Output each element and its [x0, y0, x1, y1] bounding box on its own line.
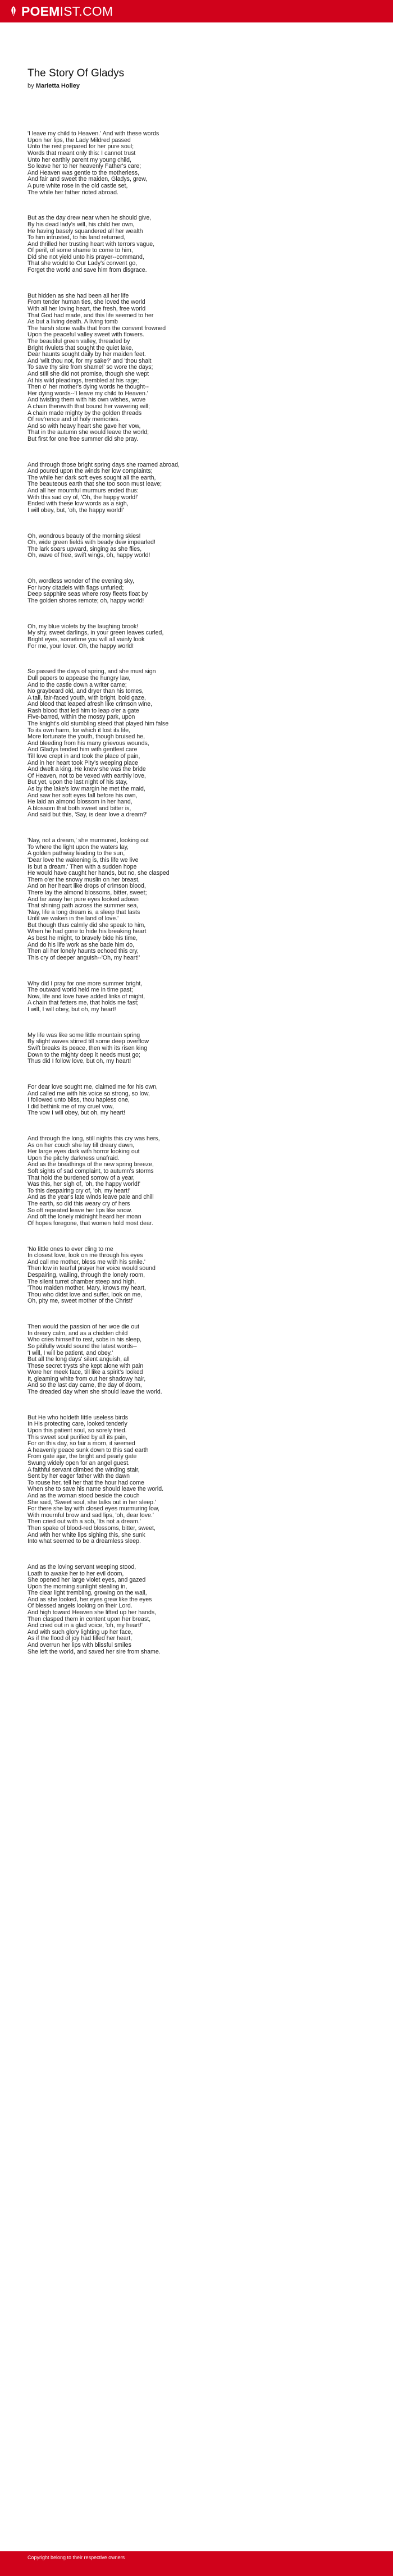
- stanza-9: 'Nay, not a dream,' she murmured, looking out To where the light upon the waters lay, A golden pathway leading to the sun, 'Dear love the wakening is, this life we live Is but a dream.' Then with a sudden hope He would have caught her hands, but no, she clasped Them o'er the snowy muslin on her breast, And on her heart like drops of crimson blood, There lay the almond blossoms, bitter, sweet; And far away her pure eyes looked adown That shining path across the summer sea, 'Nay, life a long dream is, a sleep that lasts Until we waken in the land of love.' But though thus calmly did she speak to him, When he had gone to hide his breaking heart As best he might, to bravely bide his time, And do his life work as she bade him do, Then all her lonely haunts echoed this cry, This cry of deeper anguish--'Oh, my heart!': [28, 837, 170, 961]
- stanza-2: But as the day drew near when he should give, By his dead lady's will, his child her own, He having basely squandered all her wealth To him intrusted, to his land returned, And thrilled her trusting heart with terrors vague, Of peril, of some shame to come to him, Did she not yield unto his prayer--command, That she would to Our Lady's convent go, Forget the world and save him from disgrace.: [28, 214, 155, 274]
- author-name[interactable]: Marietta Holley: [35, 83, 80, 89]
- stanza-11: My life was like some little mountain spring By slight waves stirred till some deep overflow Swift breaks its peace, then with its risen king Down to the mighty deep it needs must go; Thus did I follow love, but oh, my heart!: [28, 1031, 149, 1065]
- by-label: by: [28, 83, 34, 89]
- stanza-16: But He who holdeth little useless birds In His protecting care, looked tenderly Upon this patient soul, so sorely tried. This sweet soul purified by all its pain, For on this day, so fair a morn, it seemed A heavenly peace sunk down to this sad earth From gate ajar, the bright and pearly gate Swung widely open for an angel guest. A faithful servant climbed the winding stair, Sent by her eager father with the dawn To rouse her, tell her that the hour had come When she to save his name should leave the world. And as the woman stood beside the couch She said, 'Sweet soul, she talks out in her sleep.' For there she lay with closed eyes murmuring low, With mournful brow and sad lips, 'oh, dear love.' Then cried out with a sob, 'Its not a dream.' Then spake of blood-red blossoms, bitter, sweet, And with her white lips sighing this, she sunk Into what seemed to be a dreamless sleep.: [28, 1414, 164, 1545]
- quill-icon: [9, 6, 18, 17]
- stanza-4: And through those bright spring days she roamed abroad, And poured upon the winds her low complaints; The while her dark soft eyes sought all the earth, The beauteous earth that she too soon must leave; And all her mournful murmurs ended thus: With this sad cry of, 'Oh, the happy world!' Ended with these low words as a sigh, I will obey, but, 'oh, the happy world!': [28, 461, 180, 514]
- stanza-12: For dear love sought me, claimed me for his own, And called me with his voice so strong, so low, I followed unto bliss, thou hapless one, I did bethink me of my cruel vow, The vow I will obey, but oh, my heart!: [28, 1083, 158, 1117]
- logo-text: POEMIST.COM: [21, 4, 113, 19]
- copyright-text: Copyright belong to their respective owners: [28, 2555, 125, 2560]
- stanza-7: Oh, my blue violets by the laughing brook! My shy, sweet darlings, in your green leaves curled, Bright eyes, sometime you will all vainly look For me, your lover. Oh, the happy world!: [28, 623, 164, 650]
- stanza-10: Why did I pray for one more summer bright, The outward world held me in time past; Now, life and love have added links of might, A chain that fetters me, that holds me fast; I will, I will obey, but oh, my heart!: [28, 980, 145, 1013]
- site-header: [0, 0, 393, 22]
- site-footer: [0, 2551, 393, 2576]
- poem-title: The Story Of Gladys: [28, 67, 125, 79]
- poem-body: [28, 118, 376, 1662]
- stanza-1: 'I leave my child to Heaven.' And with these words Upon her lips, the Lady Mildred passed Unto the rest prepared for her pure soul; Words that meant only this: I cannot trust Unto her earthly parent my young child, So leave her to her heavenly Father's care; And Heaven was gentle to the motherless, And fair and sweet the maiden, Gladys, grew, A pure white rose in the old castle set, The while her father rioted abroad.: [28, 130, 159, 196]
- stanza-5: Oh, wondrous beauty of the morning skies! Oh, wide green fields with beady dew impearled! The lark soars upward, singing as she flies, Oh, wave of free, swift wings, oh, happy world!: [28, 532, 156, 559]
- stanza-8: So passed the days of spring, and she must sign Dull papers to appease the hungry law, And to the castle down a writer came; No graybeard old, and dryer than his tomes, A tall, fair-faced youth, with bright, bold gaze, And blood that leaped afresh like crimson wine, Rash blood that led him to leap o'er a gate Five-barred, within the mossy park, upon The knight's old stumbling steed that played him false To its own harm, for which it lost its life, More fortunate the youth, though bruised he, And bleeding from his many grievous wounds, And Gladys tended him with gentlest care Till love crept in and took the place of pain, And in her heart took Pity's weeping place And dwelt a king. He knew she was the bride Of Heaven, not to be vexed with earthly love, But yet, upon the last night of his stay, As by the lake's low margin he met the maid, And saw her soft eyes fall before his own, He laid an almond blossom in her hand, A blossom that both sweet and bitter is, And said but this, 'Say, is dear love a dream?': [28, 668, 169, 819]
- stanza-13: And through the long, still nights this cry was hers, As on her couch she lay till dreary dawn, Her large eyes dark with horror looking out Upon the pitchy darkness unafraid. And as the breathings of the new spring breeze, Soft sights of sad complaint, to autumn's storms That hold the burdened sorrow of a year, Was this, her sigh of, 'oh, the happy world!' To this despairing cry of, 'oh, my heart!' And as the year's late winds leave pale and chill The earth, so did this weary cry of hers So oft repeated leave her lips like snow. And oft the lonely midnight heard her moan Of hopes foregone, that women hold most dear.: [28, 1135, 160, 1227]
- stanza-17: And as the loving servant weeping stood, Loath to awake her to her evil doom, She opened her large violet eyes, and gazed Upon the morning sunlight stealing in, The clear light trembling, growing on the wall, And as she looked, her eyes grew like the eyes Of blessed angels looking on their Lord. And high toward Heaven she lifted up her hands, Then clasped them in content upon her breast, And cried out in a glad voice, 'oh, my heart!' And with such glory lighting up her face, As if the flood of joy had filled her heart, And overrun her lips with blissful smiles She left the world, and saved her sire from shame.: [28, 1563, 161, 1655]
- stanza-6: Oh, wordless wonder of the evening sky, For ivory citadels with flags unfurled; Deep sapphire seas where rosy fleets float by The golden shores remote; oh, happy world!: [28, 578, 148, 604]
- site-logo[interactable]: [9, 3, 113, 19]
- stanza-15: Then would the passion of her woe die out In dreary calm, and as a chidden child Who cries himself to rest, sobs in his sleep, So pitifully would sound the latest words-- 'I will, I will be patient, and obey.' But all the long days' silent anguish, all These secret trysts she kept alone with pain Wore her meek face, till like a spirit's looked It, gleaming white from out her shadowy hair, And so the last day came, the day of doom, The dreaded day when she should leave the world.: [28, 1323, 162, 1396]
- stanza-14: 'No little ones to ever cling to me In closest love, look on me through his eyes And call me mother, bless me with his smile.' Then low in tearful prayer her voice would sound Despairing, wailing, through the lonely room, The silent turret chamber steep and high, 'Thou maiden mother, Mary, knows my heart, Thou who didst love and suffer, look on me, Oh, pity me, sweet mother of the Christ!': [28, 1245, 156, 1305]
- stanza-3: But hidden as she had been all her life From tender human ties, she loved the world With all her loving heart, the fresh, free world That God had made, and this life seemed to her As but a living death. A living tomb The harsh stone walls that from the convent frowned Upon the peaceful valley sweet with flowers. The beautiful green valley, threaded by Bright rivulets that sought the quiet lake, Dear haunts sought daily by her maiden feet. And 'wilt thou not, for my sake?' and 'thou shalt To save thy sire from shame!' so wore the days; And still she did not promise, though she wept At his wild pleadings, trembled at his rage; Then o' her mother's dying words he thought-- Her dying words--'I leave my child to Heaven.' And twisting them with his own wishes, wove A chain therewith that bound her wavering will; A chain made mighty by the golden threads Of rev'rence and of holy memories. And so with heavy heart she gave her vow, That in the autumn she would leave the world; But first for one free summer did she pray.: [28, 292, 166, 442]
- byline: [28, 83, 80, 89]
